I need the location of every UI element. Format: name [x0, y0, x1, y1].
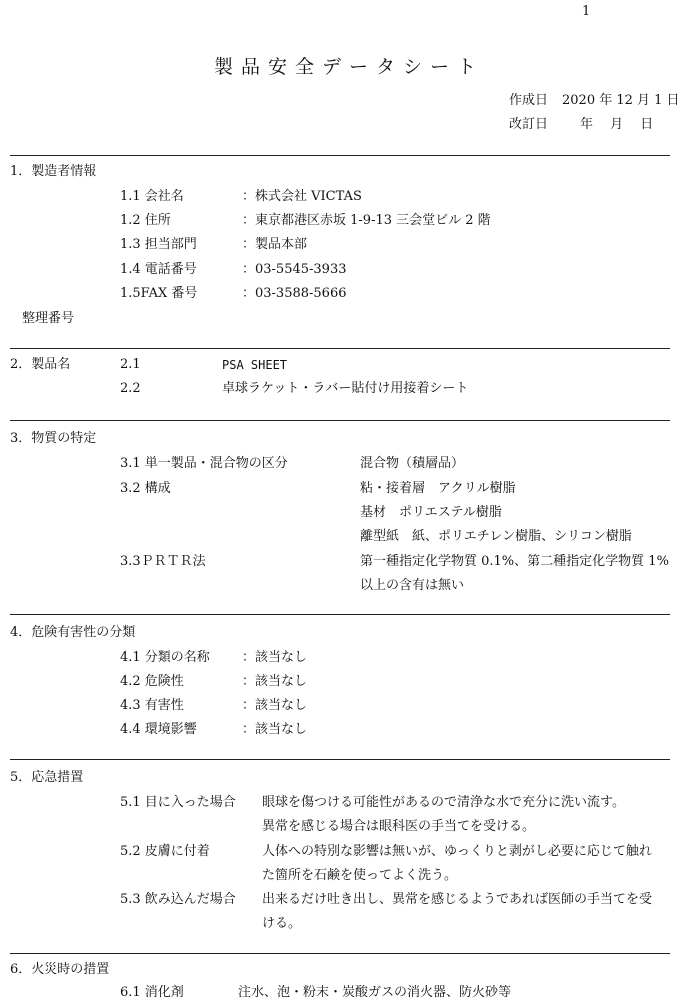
- section-4-heading: 4．危険有害性の分類: [10, 625, 136, 640]
- fax-label: 1.5FAX 番号: [120, 286, 198, 301]
- classification-label: 3.1 単一製品・混合物の区分: [120, 456, 288, 471]
- product-use-value: 卓球ラケット・ラバー貼付け用接着シート: [222, 381, 469, 396]
- prtr-line: 以上の含有は無い: [360, 578, 465, 593]
- ingestion-label: 5.3 飲み込んだ場合: [120, 892, 236, 907]
- ingestion-line: 出来るだけ吐き出し、異常を感じるようであれば医師の手当てを受: [262, 892, 653, 907]
- section-6-heading: 6．火災時の措置: [10, 962, 110, 977]
- toxicity-label: 4.3 有害性: [120, 698, 184, 713]
- prtr-label: 3.3ＰＲＴＲ法: [120, 554, 206, 569]
- section-divider: [10, 348, 670, 349]
- toxicity-value: ：該当なし: [242, 698, 308, 713]
- revised-date-value: 年 月 日: [580, 117, 654, 132]
- created-date-label: 作成日: [509, 93, 549, 108]
- section-3-heading: 3．物質の特定: [10, 431, 97, 446]
- company-value: ：株式会社 VICTAS: [242, 189, 362, 204]
- hazard-class-value: ：該当なし: [242, 650, 308, 665]
- page-number: 1: [582, 4, 591, 19]
- section-5-heading: 5．応急措置: [10, 770, 84, 785]
- company-label: 1.1 会社名: [120, 189, 184, 204]
- address-value: ：東京都港区赤坂 1-9-13 三会堂ビル 2 階: [242, 213, 491, 228]
- product-use-num: 2.2: [120, 381, 141, 396]
- ingestion-line: ける。: [262, 916, 302, 931]
- extinguisher-label: 6.1 消化剤: [120, 985, 184, 1000]
- section-divider: [10, 759, 670, 760]
- skin-contact-line: 人体への特別な影響は無いが、ゆっくりと剥がし必要に応じて触れ: [262, 844, 652, 859]
- address-label: 1.2 住所: [120, 213, 171, 228]
- section-1-heading: 1．製造者情報: [10, 164, 97, 179]
- page-title: 製品安全データシート: [214, 56, 485, 78]
- section-2-heading: 2．製品名: [10, 357, 71, 372]
- environment-label: 4.4 環境影響: [120, 722, 197, 737]
- composition-line: 離型紙 紙、ポリエチレン樹脂、シリコン樹脂: [360, 529, 632, 544]
- skin-contact-line: た箇所を石鹸を使ってよく洗う。: [262, 868, 458, 883]
- section-divider: [10, 614, 670, 615]
- composition-line: 粘・接着層 アクリル樹脂: [360, 481, 516, 496]
- reference-number-label: 整理番号: [22, 311, 75, 326]
- prtr-line: 第一種指定化学物質 0.1%、第二種指定化学物質 1%: [360, 554, 669, 569]
- revised-date-label: 改訂日: [509, 117, 549, 132]
- danger-value: ：該当なし: [242, 674, 308, 689]
- section-divider: [10, 155, 670, 156]
- section-divider: [10, 420, 670, 421]
- environment-value: ：該当なし: [242, 722, 308, 737]
- eye-contact-line: 異常を感じる場合は眼科医の手当てを受ける。: [262, 819, 536, 834]
- classification-value: 混合物（積層品）: [360, 456, 465, 471]
- skin-contact-label: 5.2 皮膚に付着: [120, 844, 210, 859]
- created-date-value: 2020 年 12 月 1 日: [562, 93, 680, 108]
- eye-contact-label: 5.1 目に入った場合: [120, 795, 236, 810]
- extinguisher-value: 注水、泡・粉末・炭酸ガスの消火器、防火砂等: [238, 985, 512, 1000]
- composition-line: 基材 ポリエステル樹脂: [360, 505, 502, 520]
- section-divider: [10, 953, 670, 954]
- danger-label: 4.2 危険性: [120, 674, 184, 689]
- phone-label: 1.4 電話番号: [120, 262, 197, 277]
- product-name-num: 2.1: [120, 357, 141, 372]
- phone-value: ：03-5545-3933: [242, 262, 347, 277]
- composition-label: 3.2 構成: [120, 481, 171, 496]
- product-name-value: PSA SHEET: [222, 358, 288, 372]
- fax-value: ：03-3588-5666: [242, 286, 347, 301]
- hazard-class-label: 4.1 分類の名称: [120, 650, 210, 665]
- eye-contact-line: 眼球を傷つける可能性があるので清浄な水で充分に洗い流す。: [262, 795, 625, 810]
- department-value: ：製品本部: [242, 237, 308, 252]
- department-label: 1.3 担当部門: [120, 237, 197, 252]
